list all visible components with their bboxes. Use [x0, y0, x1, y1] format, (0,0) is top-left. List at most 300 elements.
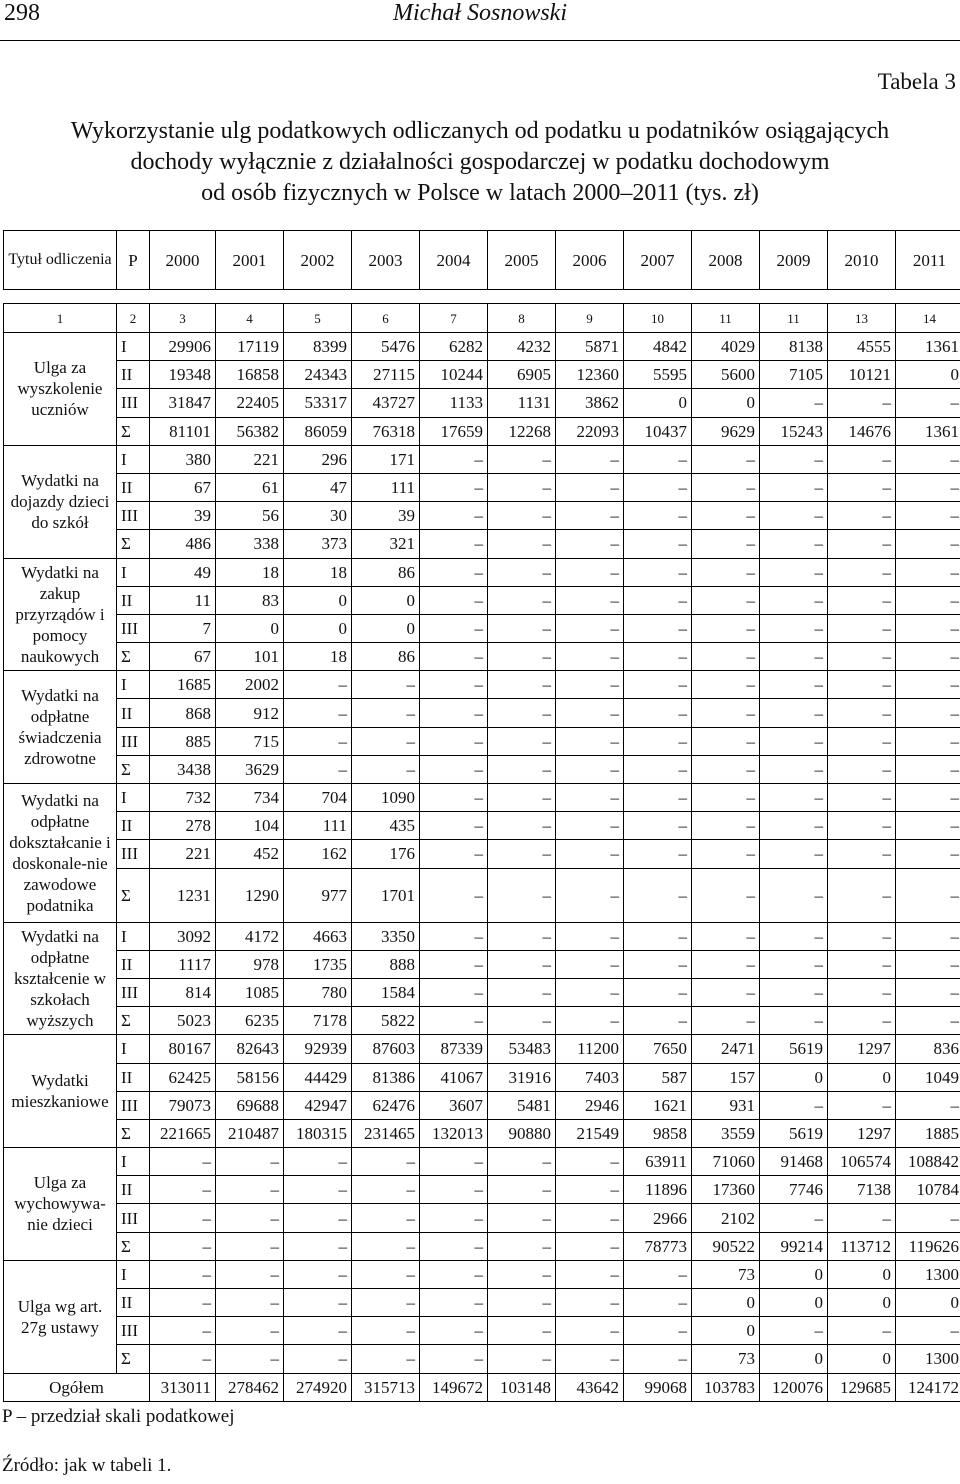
- value-cell: 7138: [828, 1176, 896, 1204]
- table-row: [4, 840, 960, 868]
- table-row: [4, 502, 960, 530]
- value-cell: 0: [828, 1289, 896, 1317]
- value-cell: –: [488, 784, 556, 812]
- value-cell: 39: [352, 502, 420, 530]
- column-number-cell: 14: [896, 304, 960, 333]
- bracket-cell: II: [117, 950, 150, 978]
- value-cell: 296: [284, 445, 352, 473]
- bracket-cell: I: [117, 671, 150, 699]
- value-cell: –: [896, 840, 960, 868]
- value-cell: –: [760, 978, 828, 1006]
- value-cell: –: [284, 1232, 352, 1260]
- value-cell: –: [828, 586, 896, 614]
- value-cell: –: [896, 727, 960, 755]
- header-year-cell: 2003: [352, 231, 420, 290]
- value-cell: 221665: [150, 1119, 216, 1147]
- value-cell: 4663: [284, 922, 352, 950]
- value-cell: –: [556, 1007, 624, 1035]
- value-cell: –: [624, 727, 692, 755]
- value-cell: 912: [216, 699, 284, 727]
- bracket-cell: III: [117, 978, 150, 1006]
- value-cell: 18: [284, 643, 352, 671]
- table-row: [4, 1176, 960, 1204]
- value-cell: 2102: [692, 1204, 760, 1232]
- source-note: Źródło: jak w tabeli 1.: [2, 1455, 172, 1476]
- value-cell: –: [828, 950, 896, 978]
- value-cell: 67: [150, 473, 216, 501]
- column-number-cell: 6: [352, 304, 420, 333]
- value-cell: –: [420, 755, 488, 783]
- value-cell: –: [556, 727, 624, 755]
- value-cell: 76318: [352, 417, 420, 445]
- column-number-cell: 8: [488, 304, 556, 333]
- value-cell: –: [488, 445, 556, 473]
- bracket-cell: III: [117, 1204, 150, 1232]
- bracket-cell: I: [117, 333, 150, 361]
- table-row: [4, 1317, 960, 1345]
- data-table: [3, 230, 960, 1402]
- value-cell: –: [760, 922, 828, 950]
- value-cell: 67: [150, 643, 216, 671]
- value-cell: –: [624, 950, 692, 978]
- value-cell: 0: [284, 614, 352, 642]
- bracket-cell: II: [117, 1289, 150, 1317]
- value-cell: –: [150, 1232, 216, 1260]
- value-cell: 73: [692, 1345, 760, 1373]
- title-line: od osób fizycznych w Polsce w latach 2000–2011 (tys. zł): [201, 180, 759, 206]
- value-cell: –: [556, 1232, 624, 1260]
- bracket-cell: Σ: [117, 1345, 150, 1373]
- bracket-cell: III: [117, 1091, 150, 1119]
- bracket-cell: III: [117, 614, 150, 642]
- value-cell: 0: [352, 586, 420, 614]
- value-cell: –: [284, 1260, 352, 1288]
- value-cell: –: [216, 1289, 284, 1317]
- value-cell: –: [896, 978, 960, 1006]
- value-cell: 171: [352, 445, 420, 473]
- value-cell: –: [624, 812, 692, 840]
- value-cell: 90880: [488, 1119, 556, 1147]
- value-cell: 81101: [150, 417, 216, 445]
- value-cell: –: [760, 755, 828, 783]
- value-cell: –: [828, 784, 896, 812]
- value-cell: 0: [760, 1289, 828, 1317]
- value-cell: 58156: [216, 1063, 284, 1091]
- value-cell: –: [556, 784, 624, 812]
- total-value-cell: 129685: [828, 1373, 896, 1401]
- value-cell: –: [828, 1317, 896, 1345]
- total-value-cell: 120076: [760, 1373, 828, 1401]
- value-cell: 1133: [420, 389, 488, 417]
- value-cell: 5476: [352, 333, 420, 361]
- value-cell: –: [488, 1204, 556, 1232]
- value-cell: 1685: [150, 671, 216, 699]
- table-row: [4, 699, 960, 727]
- column-number-cell: 1: [4, 304, 117, 333]
- value-cell: 0: [692, 1317, 760, 1345]
- value-cell: 91468: [760, 1148, 828, 1176]
- value-cell: –: [488, 922, 556, 950]
- value-cell: –: [352, 1148, 420, 1176]
- table-row: [4, 1119, 960, 1147]
- value-cell: 2471: [692, 1035, 760, 1063]
- value-cell: –: [556, 840, 624, 868]
- total-value-cell: 99068: [624, 1373, 692, 1401]
- value-cell: 18: [216, 558, 284, 586]
- value-cell: –: [624, 699, 692, 727]
- value-cell: –: [488, 978, 556, 1006]
- value-cell: –: [896, 922, 960, 950]
- value-cell: 22405: [216, 389, 284, 417]
- value-cell: –: [896, 614, 960, 642]
- value-cell: 0: [760, 1345, 828, 1373]
- value-cell: –: [828, 755, 896, 783]
- value-cell: 63911: [624, 1148, 692, 1176]
- value-cell: 888: [352, 950, 420, 978]
- value-cell: –: [352, 1176, 420, 1204]
- total-value-cell: 103148: [488, 1373, 556, 1401]
- value-cell: 1361: [896, 333, 960, 361]
- value-cell: 119626: [896, 1232, 960, 1260]
- value-cell: 1584: [352, 978, 420, 1006]
- bracket-cell: III: [117, 1317, 150, 1345]
- value-cell: –: [624, 473, 692, 501]
- table-row: [4, 614, 960, 642]
- value-cell: –: [896, 812, 960, 840]
- column-number-row: [4, 304, 960, 333]
- value-cell: –: [556, 699, 624, 727]
- bracket-cell: II: [117, 361, 150, 389]
- value-cell: –: [760, 614, 828, 642]
- value-cell: 0: [828, 1260, 896, 1288]
- value-cell: –: [760, 671, 828, 699]
- value-cell: –: [692, 727, 760, 755]
- value-cell: –: [760, 643, 828, 671]
- value-cell: 0: [896, 361, 960, 389]
- value-cell: –: [216, 1345, 284, 1373]
- table-row: [4, 417, 960, 445]
- value-cell: 0: [692, 1289, 760, 1317]
- value-cell: 2946: [556, 1091, 624, 1119]
- value-cell: –: [692, 671, 760, 699]
- value-cell: 0: [352, 614, 420, 642]
- header-year-cell: 2008: [692, 231, 760, 290]
- bracket-cell: II: [117, 473, 150, 501]
- table-title: [0, 116, 960, 209]
- value-cell: 2966: [624, 1204, 692, 1232]
- value-cell: –: [624, 558, 692, 586]
- value-cell: 113712: [828, 1232, 896, 1260]
- value-cell: 3350: [352, 922, 420, 950]
- value-cell: 53483: [488, 1035, 556, 1063]
- value-cell: –: [624, 530, 692, 558]
- value-cell: –: [150, 1289, 216, 1317]
- value-cell: –: [624, 1260, 692, 1288]
- value-cell: –: [760, 530, 828, 558]
- value-cell: –: [284, 671, 352, 699]
- bracket-cell: Σ: [117, 530, 150, 558]
- bracket-cell: Σ: [117, 1119, 150, 1147]
- bracket-cell: III: [117, 727, 150, 755]
- value-cell: 6282: [420, 333, 488, 361]
- value-cell: –: [216, 1260, 284, 1288]
- value-cell: –: [420, 1317, 488, 1345]
- value-cell: –: [420, 614, 488, 642]
- value-cell: 1297: [828, 1119, 896, 1147]
- value-cell: –: [896, 1204, 960, 1232]
- total-value-cell: 313011: [150, 1373, 216, 1401]
- value-cell: –: [420, 1007, 488, 1035]
- value-cell: 338: [216, 530, 284, 558]
- value-cell: –: [828, 614, 896, 642]
- value-cell: 49: [150, 558, 216, 586]
- value-cell: 73: [692, 1260, 760, 1288]
- value-cell: –: [556, 978, 624, 1006]
- value-cell: –: [556, 950, 624, 978]
- value-cell: –: [556, 1317, 624, 1345]
- value-cell: 157: [692, 1063, 760, 1091]
- total-value-cell: 103783: [692, 1373, 760, 1401]
- column-number-cell: 11: [692, 304, 760, 333]
- table-row: [4, 812, 960, 840]
- value-cell: 1300: [896, 1260, 960, 1288]
- value-cell: –: [828, 445, 896, 473]
- value-cell: 1885: [896, 1119, 960, 1147]
- value-cell: –: [624, 1289, 692, 1317]
- category-cell: Ulga za wyszkolenie uczniów: [4, 333, 117, 446]
- value-cell: 1049: [896, 1063, 960, 1091]
- value-cell: –: [556, 1148, 624, 1176]
- value-cell: 53317: [284, 389, 352, 417]
- bracket-cell: I: [117, 1260, 150, 1288]
- category-cell: Wydatki na odpłatne kształcenie w szkołach wyższych: [4, 922, 117, 1035]
- value-cell: –: [760, 840, 828, 868]
- value-cell: –: [150, 1345, 216, 1373]
- value-cell: 978: [216, 950, 284, 978]
- table-row: [4, 1035, 960, 1063]
- value-cell: –: [284, 727, 352, 755]
- value-cell: –: [488, 558, 556, 586]
- total-label-cell: Ogółem: [4, 1373, 150, 1401]
- total-value-cell: 278462: [216, 1373, 284, 1401]
- value-cell: 27115: [352, 361, 420, 389]
- value-cell: –: [352, 1289, 420, 1317]
- value-cell: –: [896, 502, 960, 530]
- category-cell: Wydatki na dojazdy dzieci do szkół: [4, 445, 117, 558]
- bracket-cell: II: [117, 1176, 150, 1204]
- title-line: dochody wyłącznie z działalności gospodarczej w podatku dochodowym: [130, 149, 830, 175]
- value-cell: –: [624, 922, 692, 950]
- value-cell: 452: [216, 840, 284, 868]
- bracket-cell: Σ: [117, 755, 150, 783]
- bracket-cell: Σ: [117, 643, 150, 671]
- value-cell: –: [284, 1176, 352, 1204]
- value-cell: –: [284, 1317, 352, 1345]
- value-cell: –: [624, 586, 692, 614]
- header-year-cell: 2005: [488, 231, 556, 290]
- bracket-cell: I: [117, 784, 150, 812]
- value-cell: –: [556, 558, 624, 586]
- value-cell: 132013: [420, 1119, 488, 1147]
- bracket-cell: II: [117, 586, 150, 614]
- value-cell: –: [896, 558, 960, 586]
- value-cell: 83: [216, 586, 284, 614]
- table-row: [4, 1007, 960, 1035]
- header-year-cell: 2004: [420, 231, 488, 290]
- header-year-cell: 2002: [284, 231, 352, 290]
- value-cell: 17360: [692, 1176, 760, 1204]
- total-value-cell: 149672: [420, 1373, 488, 1401]
- table-row: [4, 1232, 960, 1260]
- bracket-cell: III: [117, 840, 150, 868]
- value-cell: 780: [284, 978, 352, 1006]
- table-row: [4, 333, 960, 361]
- value-cell: 11200: [556, 1035, 624, 1063]
- value-cell: 5619: [760, 1035, 828, 1063]
- value-cell: 92939: [284, 1035, 352, 1063]
- value-cell: 734: [216, 784, 284, 812]
- value-cell: 10437: [624, 417, 692, 445]
- value-cell: 221: [216, 445, 284, 473]
- value-cell: –: [896, 1091, 960, 1119]
- bracket-cell: Σ: [117, 417, 150, 445]
- value-cell: 31847: [150, 389, 216, 417]
- header-year-cell: 2006: [556, 231, 624, 290]
- value-cell: 1300: [896, 1345, 960, 1373]
- title-line: Wykorzystanie ulg podatkowych odliczanych od podatku u podatników osiągających: [70, 118, 890, 144]
- value-cell: 15243: [760, 417, 828, 445]
- value-cell: –: [284, 1204, 352, 1232]
- value-cell: –: [420, 978, 488, 1006]
- value-cell: 3438: [150, 755, 216, 783]
- category-cell: Wydatki na odpłatne świadczenia zdrowotne: [4, 671, 117, 784]
- value-cell: 10784: [896, 1176, 960, 1204]
- header-rule: [0, 40, 960, 41]
- value-cell: –: [488, 1289, 556, 1317]
- value-cell: –: [692, 502, 760, 530]
- table-row: [4, 1204, 960, 1232]
- table-row: [4, 727, 960, 755]
- header-year-cell: 2010: [828, 231, 896, 290]
- value-cell: –: [692, 812, 760, 840]
- value-cell: 435: [352, 812, 420, 840]
- value-cell: –: [556, 1345, 624, 1373]
- value-cell: –: [488, 614, 556, 642]
- value-cell: 1090: [352, 784, 420, 812]
- value-cell: –: [624, 445, 692, 473]
- value-cell: 81386: [352, 1063, 420, 1091]
- table-row: [4, 922, 960, 950]
- value-cell: –: [488, 1260, 556, 1288]
- value-cell: –: [420, 1345, 488, 1373]
- value-cell: 62476: [352, 1091, 420, 1119]
- value-cell: –: [556, 1204, 624, 1232]
- value-cell: –: [352, 1260, 420, 1288]
- bracket-cell: III: [117, 389, 150, 417]
- value-cell: –: [624, 868, 692, 922]
- value-cell: 7105: [760, 361, 828, 389]
- value-cell: 80167: [150, 1035, 216, 1063]
- value-cell: –: [420, 445, 488, 473]
- value-cell: 0: [760, 1063, 828, 1091]
- category-cell: Wydatki na zakup przyrządów i pomocy naukowych: [4, 558, 117, 671]
- value-cell: 11896: [624, 1176, 692, 1204]
- value-cell: 56: [216, 502, 284, 530]
- value-cell: –: [556, 755, 624, 783]
- value-cell: 7178: [284, 1007, 352, 1035]
- value-cell: 17119: [216, 333, 284, 361]
- value-cell: –: [488, 812, 556, 840]
- value-cell: 6235: [216, 1007, 284, 1035]
- table-row: [4, 868, 960, 922]
- value-cell: –: [352, 1204, 420, 1232]
- value-cell: –: [420, 922, 488, 950]
- bracket-cell: I: [117, 922, 150, 950]
- column-number-cell: 11: [760, 304, 828, 333]
- value-cell: –: [624, 502, 692, 530]
- value-cell: 3607: [420, 1091, 488, 1119]
- value-cell: –: [896, 643, 960, 671]
- value-cell: 486: [150, 530, 216, 558]
- value-cell: –: [828, 643, 896, 671]
- value-cell: –: [760, 445, 828, 473]
- value-cell: –: [488, 586, 556, 614]
- value-cell: –: [760, 950, 828, 978]
- value-cell: –: [692, 473, 760, 501]
- value-cell: –: [692, 614, 760, 642]
- bracket-cell: I: [117, 445, 150, 473]
- value-cell: –: [420, 502, 488, 530]
- table-row: [4, 950, 960, 978]
- value-cell: 1231: [150, 868, 216, 922]
- value-cell: –: [896, 1007, 960, 1035]
- value-cell: 587: [624, 1063, 692, 1091]
- column-number-cell: 7: [420, 304, 488, 333]
- value-cell: 19348: [150, 361, 216, 389]
- value-cell: 16858: [216, 361, 284, 389]
- value-cell: –: [420, 840, 488, 868]
- value-cell: –: [896, 699, 960, 727]
- value-cell: –: [488, 950, 556, 978]
- value-cell: 6905: [488, 361, 556, 389]
- value-cell: 79073: [150, 1091, 216, 1119]
- value-cell: 162: [284, 840, 352, 868]
- value-cell: –: [828, 473, 896, 501]
- value-cell: 22093: [556, 417, 624, 445]
- table-row: [4, 1148, 960, 1176]
- value-cell: –: [760, 558, 828, 586]
- value-cell: 5023: [150, 1007, 216, 1035]
- category-cell: Wydatki mieszkaniowe: [4, 1035, 117, 1148]
- value-cell: –: [692, 978, 760, 1006]
- value-cell: 5600: [692, 361, 760, 389]
- value-cell: 87339: [420, 1035, 488, 1063]
- value-cell: –: [828, 699, 896, 727]
- value-cell: –: [760, 1317, 828, 1345]
- value-cell: –: [760, 1204, 828, 1232]
- value-cell: –: [150, 1176, 216, 1204]
- value-cell: –: [556, 1289, 624, 1317]
- value-cell: –: [556, 812, 624, 840]
- value-cell: 101: [216, 643, 284, 671]
- value-cell: –: [760, 727, 828, 755]
- value-cell: 1735: [284, 950, 352, 978]
- column-number-cell: 13: [828, 304, 896, 333]
- table-row: [4, 1289, 960, 1317]
- table-row: [4, 1091, 960, 1119]
- column-number-cell: 5: [284, 304, 352, 333]
- value-cell: –: [624, 784, 692, 812]
